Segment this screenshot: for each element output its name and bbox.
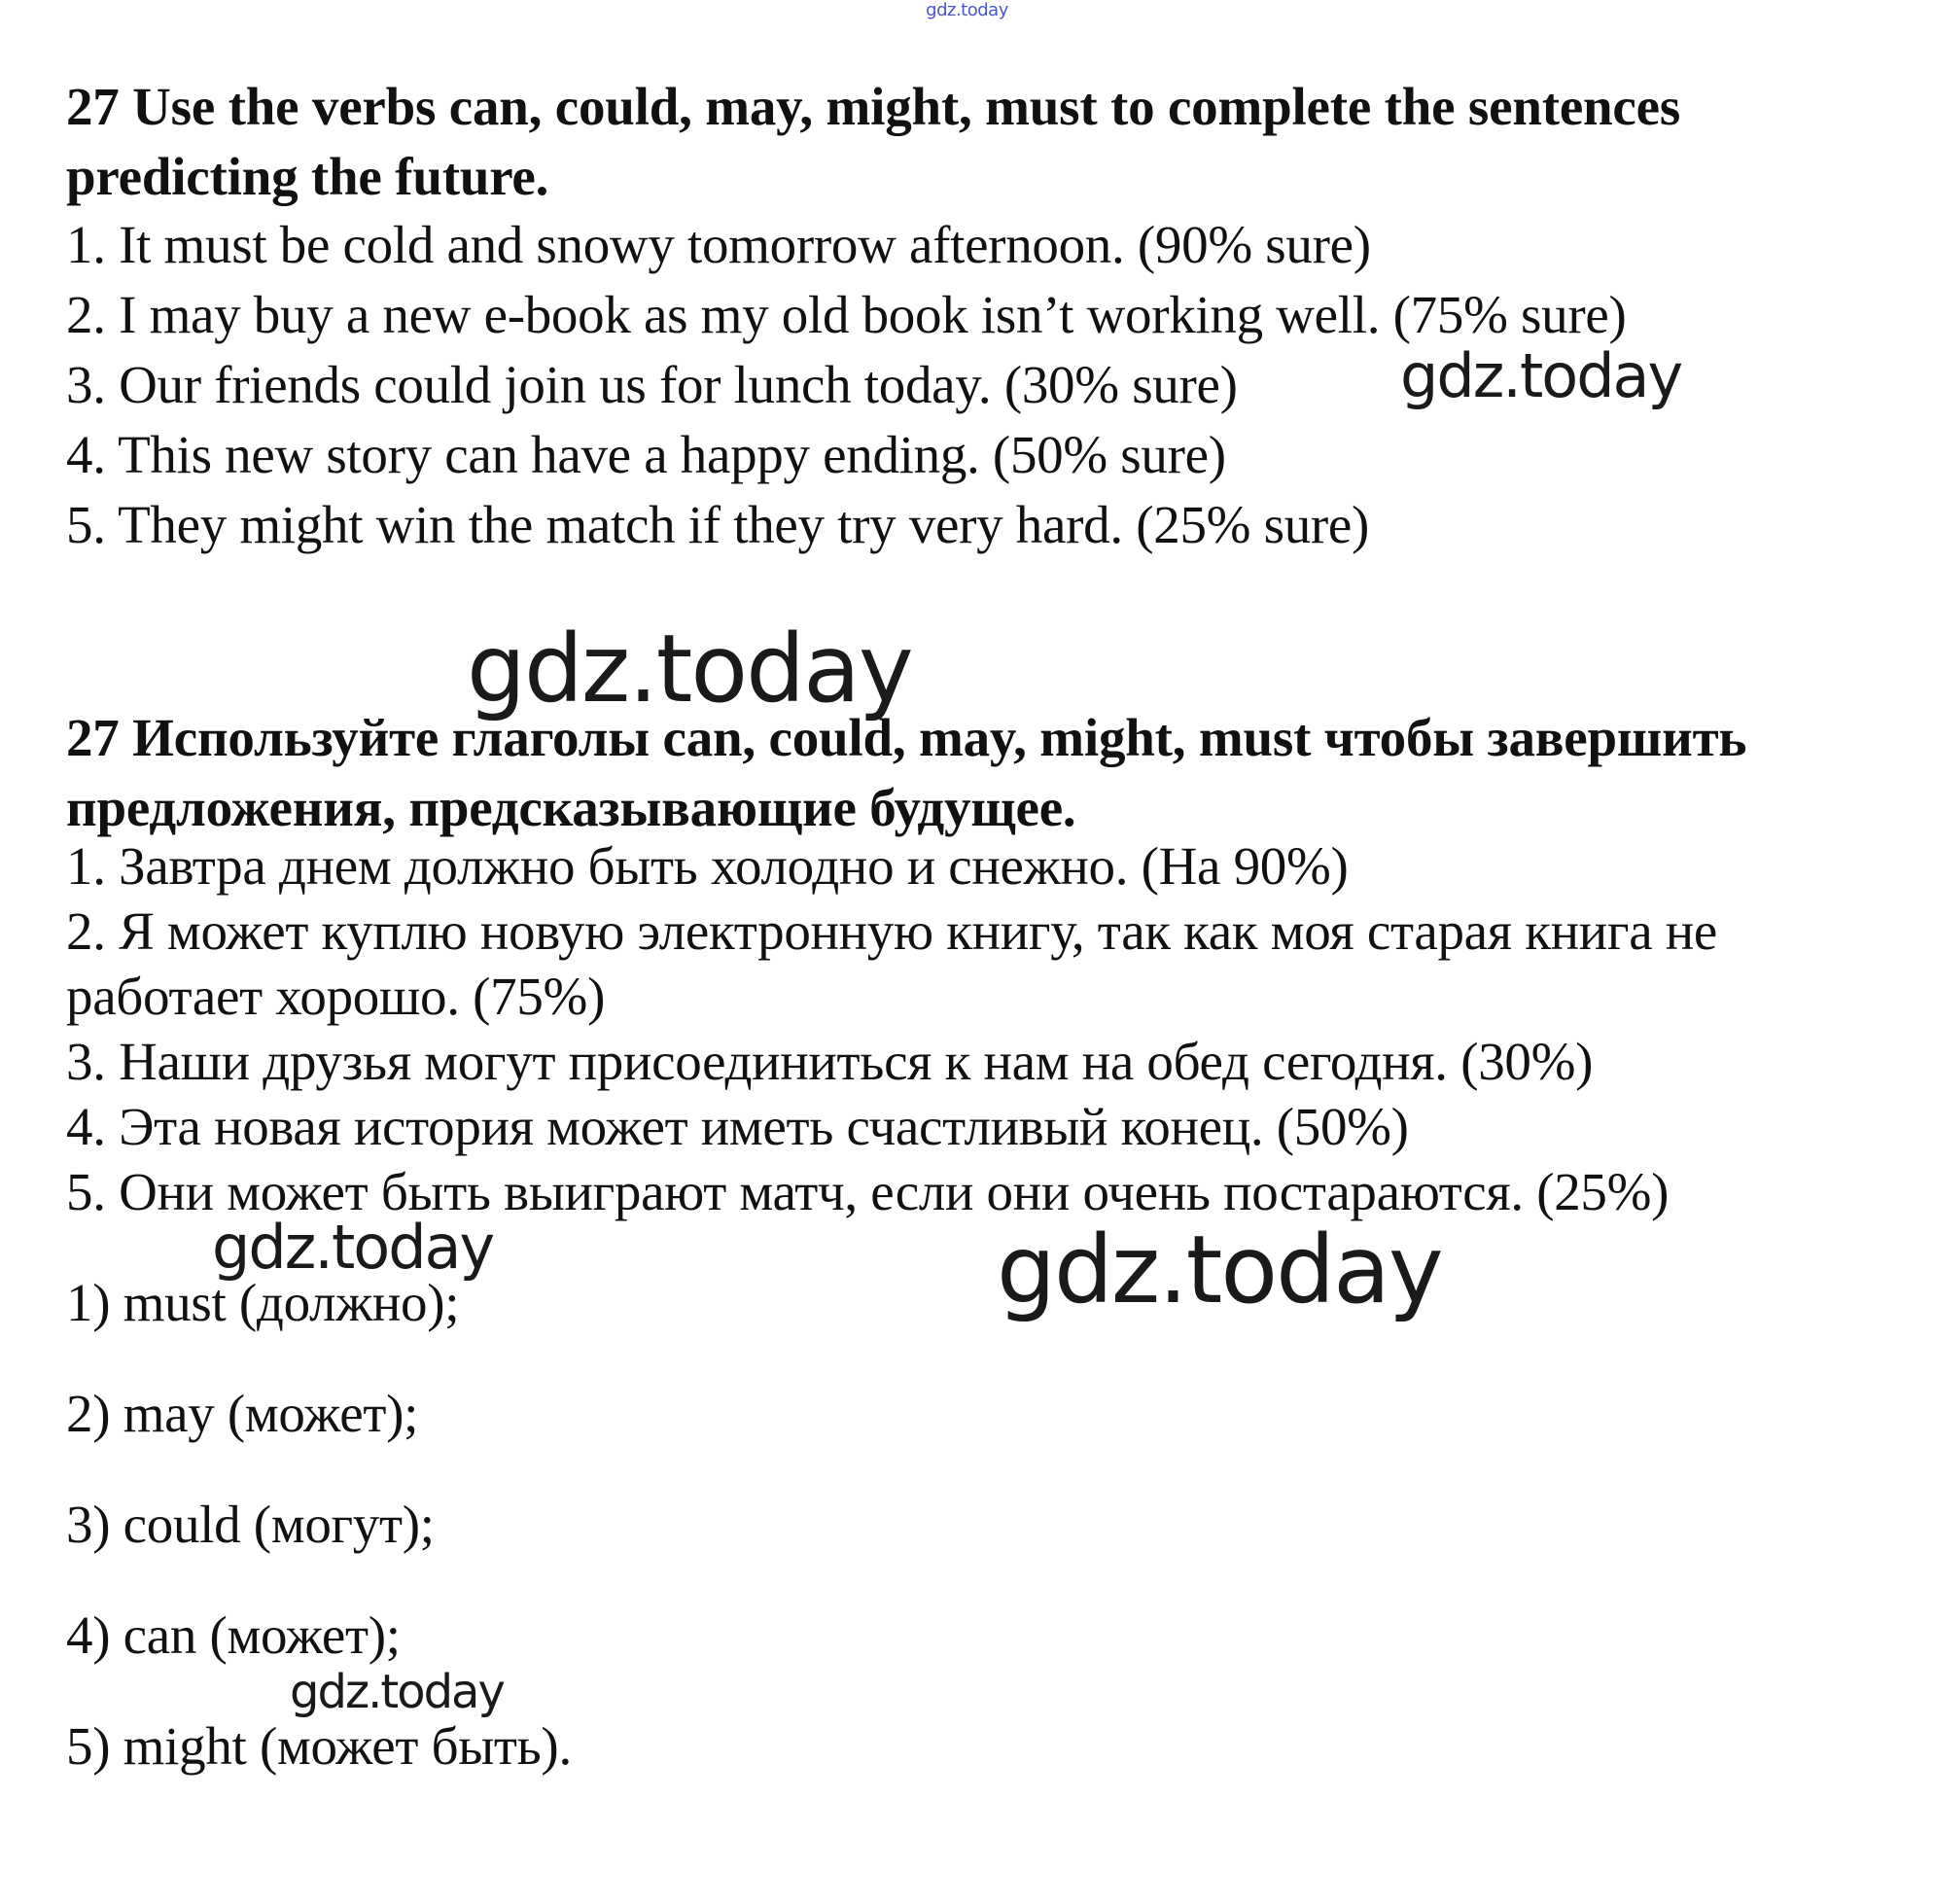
russian-sentence-3: 3. Наши друзья могут присоединиться к нам на обед сегодня. (30%) [66,1032,1594,1091]
watermark-text: gdz.today [1400,340,1682,411]
watermark-text: gdz.today [467,615,912,723]
exercise-title-english: 27 Use the verbs can, could, may, might, must to complete the sentences predicting the future. [66,77,1681,206]
russian-sentence-1: 1. Завтра днем должно быть холодно и снежно. (На 90%) [66,836,1349,896]
answer-3: 3) could (могут); [66,1495,435,1554]
top-watermark: gdz.today [926,0,1008,20]
english-sentence-1: 1. It must be cold and snowy tomorrow afternoon. (90% sure) [66,215,1371,274]
document-page [66,0,1894,1904]
english-sentence-2: 2. I may buy a new e-book as my old book isn’t working well. (75% sure) [66,285,1627,344]
watermark-text: gdz.today [290,1665,504,1719]
watermark-text: gdz.today [997,1216,1442,1324]
exercise-title-russian: 27 Используйте глаголы can, could, may, might, must чтобы завершить предложения, предсказывающие будущее. [66,708,1747,837]
answer-4: 4) can (может); [66,1605,401,1665]
english-sentence-4: 4. This new story can have a happy ending. (50% sure) [66,425,1226,484]
russian-sentence-2: 2. Я может куплю новую электронную книгу, так как моя старая книга не работает хорошо. (75%) [66,901,1717,1026]
answer-1: 1) must (должно); [66,1273,460,1332]
russian-sentence-5: 5. Они может быть выиграют матч, если они очень постараются. (25%) [66,1162,1670,1221]
english-sentence-3: 3. Our friends could join us for lunch today. (30% sure) [66,355,1238,414]
answer-2: 2) may (может); [66,1384,419,1443]
answer-5: 5) might (может быть). [66,1716,572,1776]
english-sentence-5: 5. They might win the match if they try very hard. (25% sure) [66,495,1370,554]
watermark-text: gdz.today [212,1212,494,1283]
russian-sentence-4: 4. Эта новая история может иметь счастливый конец. (50%) [66,1097,1409,1156]
